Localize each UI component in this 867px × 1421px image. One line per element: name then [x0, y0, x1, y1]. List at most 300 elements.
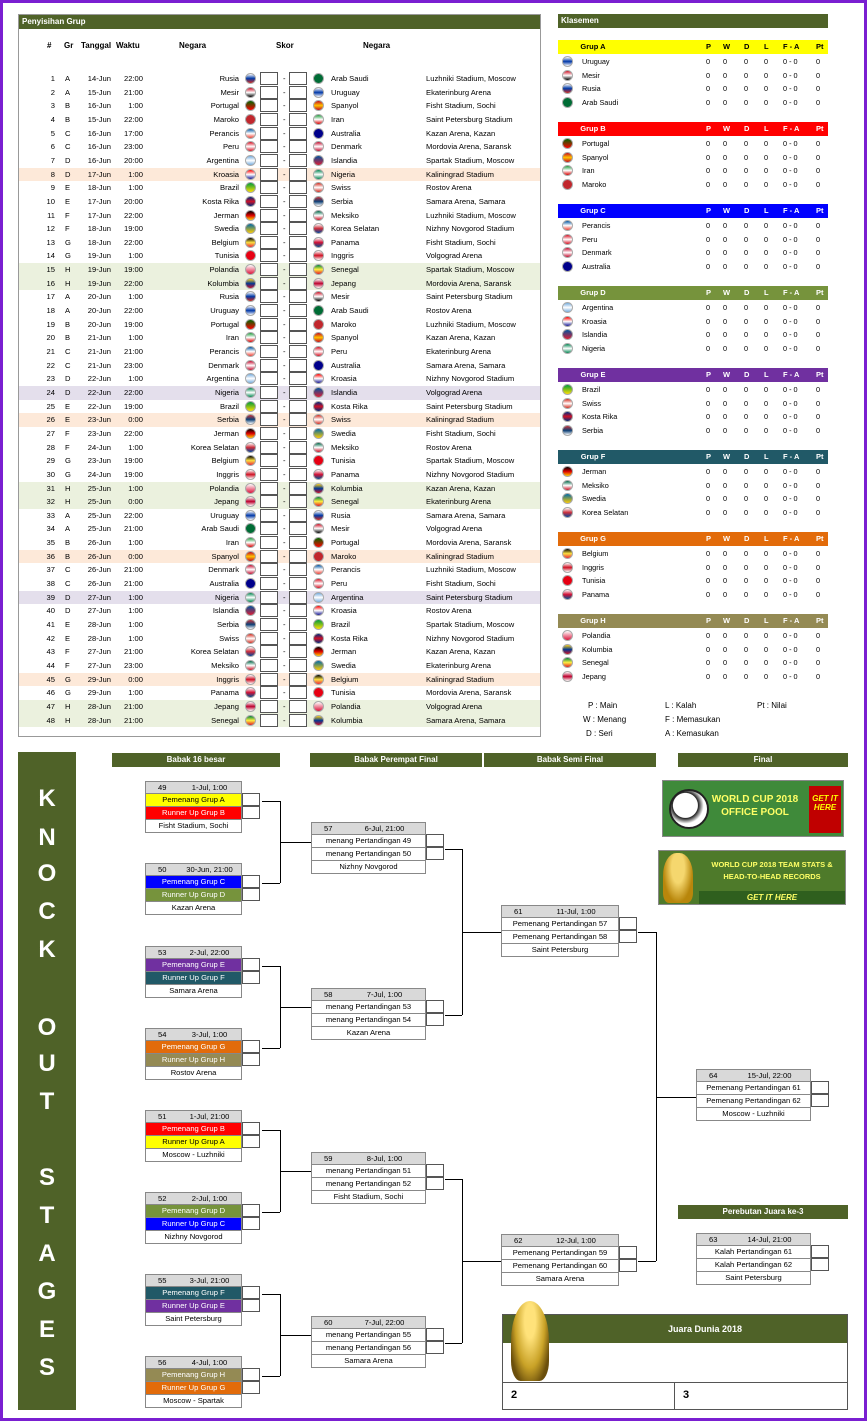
standing-team: Brazil	[582, 385, 601, 394]
match-slot-a[interactable]: menang Pertandingan 53	[311, 1001, 426, 1014]
home-team: Rusia	[219, 292, 239, 302]
score-input[interactable]	[619, 917, 637, 930]
stand-value: 0 - 0	[783, 385, 798, 394]
score-input[interactable]	[242, 1286, 260, 1299]
stand-value: 0	[723, 425, 728, 435]
home-score-input[interactable]	[260, 154, 278, 167]
away-score-input[interactable]	[289, 263, 307, 276]
home-score-input[interactable]	[260, 632, 278, 645]
stand-value: 0	[723, 84, 728, 94]
score-input[interactable]	[811, 1258, 829, 1271]
match-slot-b[interactable]: Runner Up Grup F	[145, 972, 242, 985]
score-input[interactable]	[242, 1368, 260, 1381]
match-slot-b[interactable]: menang Pertandingan 52	[311, 1178, 426, 1191]
standing-row	[558, 246, 828, 260]
score-input[interactable]	[619, 1259, 637, 1272]
match-slot-a[interactable]: menang Pertandingan 49	[311, 835, 426, 848]
home-score-input[interactable]	[260, 591, 278, 604]
score-input[interactable]	[242, 888, 260, 901]
away-flag-icon	[313, 114, 324, 125]
away-team: Australia	[331, 360, 361, 370]
match-header	[696, 1069, 811, 1082]
match-slot-b[interactable]: Runner Up Grup H	[145, 1054, 242, 1067]
away-score-input[interactable]	[289, 536, 307, 549]
home-score-input[interactable]	[260, 386, 278, 399]
venue: Saint Petersburg Stadium	[426, 592, 513, 602]
home-score-input[interactable]	[260, 222, 278, 235]
match-date: 18-Jun	[87, 224, 111, 234]
home-score-input[interactable]	[260, 181, 278, 194]
match-time: 19:00	[123, 456, 143, 466]
away-score-input[interactable]	[289, 427, 307, 440]
score-input[interactable]	[426, 1177, 444, 1190]
team-flag-icon	[562, 220, 573, 231]
home-score-input[interactable]	[260, 113, 278, 126]
match-slot-b[interactable]: Runner Up Grup B	[145, 807, 242, 820]
match-time: 19:00	[123, 224, 143, 234]
home-score-input[interactable]	[260, 522, 278, 535]
match-row	[19, 427, 540, 441]
away-team: Perancis	[331, 565, 361, 575]
match-slot-b[interactable]: Pemenang Pertandingan 60	[501, 1260, 619, 1273]
away-score-input[interactable]	[289, 618, 307, 631]
away-score-input[interactable]	[289, 195, 307, 208]
match-date: 28-Jun	[87, 633, 111, 643]
home-team: Peru	[222, 142, 239, 152]
home-score-input[interactable]	[260, 140, 278, 153]
away-score-input[interactable]	[289, 99, 307, 112]
away-score-input[interactable]	[289, 400, 307, 413]
home-score-input[interactable]	[260, 413, 278, 426]
away-flag-icon	[313, 660, 324, 671]
match-number: 5	[50, 128, 55, 138]
match-time: 0:00	[128, 551, 143, 561]
away-score-input[interactable]	[289, 659, 307, 672]
match-number: 8	[50, 169, 55, 179]
away-score-input[interactable]	[289, 700, 307, 713]
away-score-input[interactable]	[289, 482, 307, 495]
home-score-input[interactable]	[260, 577, 278, 590]
away-flag-icon	[313, 605, 324, 616]
away-score-input[interactable]	[289, 127, 307, 140]
home-score-input[interactable]	[260, 195, 278, 208]
stand-value: 0	[744, 644, 749, 654]
bracket-line	[262, 1048, 280, 1049]
away-score-input[interactable]	[289, 304, 307, 317]
home-score-input[interactable]	[260, 427, 278, 440]
home-score-input[interactable]	[260, 304, 278, 317]
match-date: 26-Jun	[87, 565, 111, 575]
standing-row	[558, 656, 828, 670]
stand-value: 0	[764, 166, 769, 176]
match-group: B	[65, 333, 71, 343]
second-place-cell[interactable]	[503, 1383, 675, 1409]
score-input[interactable]	[426, 834, 444, 847]
match-number: 37	[46, 565, 55, 575]
legend-item: F : Memasukan	[665, 715, 721, 724]
away-team: Kolumbia	[331, 483, 363, 493]
score-separator: -	[283, 701, 286, 711]
stand-value: 0	[706, 316, 711, 326]
away-score-input[interactable]	[289, 632, 307, 645]
away-score-input[interactable]	[289, 714, 307, 727]
home-score-input[interactable]	[260, 482, 278, 495]
score-input[interactable]	[242, 1053, 260, 1066]
match-date: 24-Jun	[87, 469, 111, 479]
match-time: 19:00	[123, 469, 143, 479]
away-score-input[interactable]	[289, 209, 307, 222]
match-number: 12	[46, 224, 55, 234]
away-flag-icon	[313, 291, 324, 302]
away-score-input[interactable]	[289, 495, 307, 508]
venue: Kazan Arena, Kazan	[426, 333, 496, 343]
bracket-line	[280, 1335, 311, 1336]
match-slot-b[interactable]: Pemenang Pertandingan 58	[501, 931, 619, 944]
match-number: 38	[46, 579, 55, 589]
score-input[interactable]	[426, 847, 444, 860]
match-row	[19, 591, 540, 605]
home-score-input[interactable]	[260, 441, 278, 454]
standing-row	[558, 629, 828, 643]
standing-team: Swiss	[582, 398, 602, 408]
home-score-input[interactable]	[260, 700, 278, 713]
score-input[interactable]	[426, 1013, 444, 1026]
home-score-input[interactable]	[260, 249, 278, 262]
home-score-input[interactable]	[260, 318, 278, 331]
away-score-input[interactable]	[289, 249, 307, 262]
team-flag-icon	[562, 411, 573, 422]
home-score-input[interactable]	[260, 263, 278, 276]
home-score-input[interactable]	[260, 86, 278, 99]
home-flag-icon	[245, 250, 256, 261]
match-slot-b[interactable]: Runner Up Grup G	[145, 1382, 242, 1395]
office-pool-cta[interactable]: GET IT HERE	[809, 786, 841, 833]
team-flag-icon	[562, 165, 573, 176]
score-input[interactable]	[242, 1381, 260, 1394]
away-score-input[interactable]	[289, 468, 307, 481]
stand-value: 0	[816, 644, 821, 654]
away-score-input[interactable]	[289, 413, 307, 426]
stand-value: 0	[764, 507, 769, 517]
match-slot-b[interactable]: Runner Up Grup C	[145, 1218, 242, 1231]
team-stats-cta[interactable]: GET IT HERE	[699, 891, 845, 904]
away-team: Korea Selatan	[331, 224, 380, 234]
home-score-input[interactable]	[260, 686, 278, 699]
home-score-input[interactable]	[260, 714, 278, 727]
away-flag-icon	[313, 646, 324, 657]
away-score-input[interactable]	[289, 563, 307, 576]
home-flag-icon	[245, 291, 256, 302]
home-team: Panama	[210, 688, 239, 698]
team-flag-icon	[562, 630, 573, 641]
score-separator: -	[283, 224, 286, 234]
stand-value: 0	[816, 152, 821, 162]
match-time: 22:00	[123, 428, 143, 438]
stand-value: 0	[764, 398, 769, 408]
bracket-line	[638, 932, 656, 933]
match-time: 1:00	[128, 592, 143, 602]
home-score-input[interactable]	[260, 645, 278, 658]
score-input[interactable]	[242, 806, 260, 819]
away-score-input[interactable]	[289, 550, 307, 563]
match-group: C	[65, 142, 71, 152]
stand-value: 0	[706, 179, 711, 189]
score-input[interactable]	[242, 1122, 260, 1135]
stand-value: 0	[764, 385, 769, 394]
score-separator: -	[283, 142, 286, 152]
match-slot-a[interactable]: Pemenang Grup F	[145, 1287, 242, 1300]
home-score-input[interactable]	[260, 604, 278, 617]
home-score-input[interactable]	[260, 277, 278, 290]
match-slot-b[interactable]: menang Pertandingan 50	[311, 848, 426, 861]
match-header	[145, 1192, 242, 1205]
stand-value: 0	[764, 248, 769, 258]
match-time: 1:00	[128, 374, 143, 384]
score-input[interactable]	[242, 1299, 260, 1312]
home-team: Australia	[209, 579, 239, 589]
home-score-input[interactable]	[260, 400, 278, 413]
match-date: 20-Jun	[87, 319, 111, 329]
stand-value: 0	[764, 562, 769, 572]
score-input[interactable]	[242, 1135, 260, 1148]
group-stage-title: Penyisihan Grup	[19, 15, 540, 29]
stand-col-header: Pt	[816, 124, 824, 133]
match-slot-b[interactable]: Runner Up Grup A	[145, 1136, 242, 1149]
home-flag-icon	[245, 496, 256, 507]
match-time: 23:00	[123, 142, 143, 152]
away-score-input[interactable]	[289, 72, 307, 85]
home-score-input[interactable]	[260, 345, 278, 358]
away-team: Swedia	[331, 428, 356, 438]
score-input[interactable]	[242, 958, 260, 971]
away-score-input[interactable]	[289, 345, 307, 358]
team-flag-icon	[562, 589, 573, 600]
standing-team: Tunisia	[582, 576, 606, 586]
score-input[interactable]	[242, 793, 260, 806]
stand-col-header: P	[706, 288, 712, 297]
stand-value: 0	[764, 221, 769, 230]
score-input[interactable]	[619, 930, 637, 943]
match-slot-a[interactable]: Pemenang Grup H	[145, 1369, 242, 1382]
bracket-line	[462, 932, 501, 933]
champion-winner-cell[interactable]	[503, 1343, 847, 1383]
match-row	[19, 577, 540, 591]
standing-team: Nigeria	[582, 343, 606, 353]
standing-team: Rusia	[582, 84, 601, 94]
score-input[interactable]	[242, 1217, 260, 1230]
score-input[interactable]	[426, 1341, 444, 1354]
legend-value: Nilai	[771, 701, 787, 710]
home-team: Swedia	[214, 224, 239, 234]
match-slot-b[interactable]: Pemenang Pertandingan 62	[696, 1095, 811, 1108]
score-input[interactable]	[242, 1204, 260, 1217]
match-slot-a[interactable]: Pemenang Pertandingan 61	[696, 1082, 811, 1095]
match-venue: Saint Petersburg	[696, 1272, 811, 1285]
away-score-input[interactable]	[289, 441, 307, 454]
away-score-input[interactable]	[289, 181, 307, 194]
away-score-input[interactable]	[289, 168, 307, 181]
stand-col-header: D	[744, 288, 750, 297]
away-score-input[interactable]	[289, 522, 307, 535]
knockout-letter: U	[38, 1050, 56, 1077]
home-score-input[interactable]	[260, 372, 278, 385]
away-score-input[interactable]	[289, 277, 307, 290]
home-score-input[interactable]	[260, 550, 278, 563]
away-team: Arab Saudi	[331, 74, 369, 83]
match-number: 29	[46, 456, 55, 466]
match-header	[145, 1110, 242, 1123]
third-place-cell[interactable]	[675, 1383, 847, 1409]
stand-value: 0	[816, 480, 821, 490]
match-slot-b[interactable]: menang Pertandingan 54	[311, 1014, 426, 1027]
home-score-input[interactable]	[260, 331, 278, 344]
home-score-input[interactable]	[260, 618, 278, 631]
away-score-input[interactable]	[289, 645, 307, 658]
away-score-input[interactable]	[289, 454, 307, 467]
away-score-input[interactable]	[289, 577, 307, 590]
home-score-input[interactable]	[260, 99, 278, 112]
match-slot-b[interactable]: Runner Up Grup E	[145, 1300, 242, 1313]
away-score-input[interactable]	[289, 604, 307, 617]
standing-row	[558, 96, 828, 110]
away-score-input[interactable]	[289, 591, 307, 604]
away-team: Islandia	[331, 155, 358, 165]
match-slot-a[interactable]: Pemenang Pertandingan 59	[501, 1247, 619, 1260]
match-row	[19, 673, 540, 687]
match-number: 1	[50, 74, 55, 83]
match-slot-a[interactable]: Pemenang Grup G	[145, 1041, 242, 1054]
away-flag-icon	[313, 701, 324, 712]
home-score-input[interactable]	[260, 290, 278, 303]
away-score-input[interactable]	[289, 86, 307, 99]
away-score-input[interactable]	[289, 113, 307, 126]
away-score-input[interactable]	[289, 154, 307, 167]
match-number: 28	[46, 442, 55, 452]
match-slot-a[interactable]: Pemenang Grup C	[145, 876, 242, 889]
team-stats-banner[interactable]	[658, 850, 846, 905]
score-input[interactable]	[242, 875, 260, 888]
away-score-input[interactable]	[289, 372, 307, 385]
stand-value: 0	[723, 234, 728, 244]
round-header-final: Final	[678, 753, 848, 767]
home-score-input[interactable]	[260, 454, 278, 467]
match-datetime: 3-Jul, 21:00	[189, 1276, 230, 1285]
match-id: 58	[324, 990, 333, 999]
group-name: Grup G	[558, 532, 628, 546]
score-input[interactable]	[811, 1094, 829, 1107]
match-date: 16-Jun	[87, 128, 111, 138]
match-slot-a[interactable]: Pemenang Grup D	[145, 1205, 242, 1218]
score-input[interactable]	[811, 1081, 829, 1094]
legend-key: F	[665, 715, 670, 724]
stand-value: 0	[744, 84, 749, 94]
match-slot-a[interactable]: Pemenang Grup A	[145, 794, 242, 807]
home-score-input[interactable]	[260, 168, 278, 181]
home-score-input[interactable]	[260, 536, 278, 549]
match-time: 1:00	[128, 292, 143, 302]
home-score-input[interactable]	[260, 359, 278, 372]
team-flag-icon	[562, 644, 573, 655]
match-venue: Kazan Arena	[145, 902, 242, 915]
away-flag-icon	[313, 87, 324, 98]
score-input[interactable]	[242, 1040, 260, 1053]
venue: Mordovia Arena, Saransk	[426, 278, 512, 288]
score-input[interactable]	[426, 1328, 444, 1341]
match-slot-a[interactable]: menang Pertandingan 55	[311, 1329, 426, 1342]
match-time: 19:00	[123, 265, 143, 275]
match-row	[19, 99, 540, 113]
score-input[interactable]	[811, 1245, 829, 1258]
home-score-input[interactable]	[260, 673, 278, 686]
stand-value: 0 - 0	[783, 658, 798, 668]
away-team: Peru	[331, 347, 348, 356]
home-score-input[interactable]	[260, 127, 278, 140]
score-input[interactable]	[619, 1246, 637, 1259]
match-slot-a[interactable]: Pemenang Pertandingan 57	[501, 918, 619, 931]
home-team: Kroasia	[213, 169, 239, 179]
away-score-input[interactable]	[289, 673, 307, 686]
away-score-input[interactable]	[289, 686, 307, 699]
away-score-input[interactable]	[289, 140, 307, 153]
match-slot-a[interactable]: Pemenang Grup B	[145, 1123, 242, 1136]
match-row	[19, 72, 540, 86]
match-slot-b[interactable]: menang Pertandingan 56	[311, 1342, 426, 1355]
away-score-input[interactable]	[289, 236, 307, 249]
match-number: 35	[46, 538, 55, 548]
office-pool-banner[interactable]	[662, 780, 844, 837]
standing-team: Iran	[582, 166, 595, 176]
away-score-input[interactable]	[289, 222, 307, 235]
score-input[interactable]	[426, 1164, 444, 1177]
home-score-input[interactable]	[260, 72, 278, 85]
stand-value: 0	[816, 221, 821, 230]
away-score-input[interactable]	[289, 290, 307, 303]
knockout-letter: S	[38, 1164, 55, 1191]
home-score-input[interactable]	[260, 495, 278, 508]
match-time: 1:00	[128, 442, 143, 452]
away-score-input[interactable]	[289, 359, 307, 372]
home-score-input[interactable]	[260, 659, 278, 672]
match-slot-b[interactable]: Kalah Pertandingan 62	[696, 1259, 811, 1272]
away-score-input[interactable]	[289, 386, 307, 399]
home-score-input[interactable]	[260, 209, 278, 222]
away-score-input[interactable]	[289, 331, 307, 344]
match-group: B	[65, 101, 71, 111]
match-slot-a[interactable]: menang Pertandingan 51	[311, 1165, 426, 1178]
match-slot-a[interactable]: Kalah Pertandingan 61	[696, 1246, 811, 1259]
match-slot-b[interactable]: Runner Up Grup D	[145, 889, 242, 902]
match-time: 21:00	[123, 87, 143, 97]
away-score-input[interactable]	[289, 318, 307, 331]
stand-value: 0 - 0	[783, 70, 798, 80]
home-flag-icon	[245, 114, 256, 125]
match-row	[19, 632, 540, 646]
home-score-input[interactable]	[260, 236, 278, 249]
match-time: 21:00	[123, 715, 143, 725]
home-flag-icon	[245, 401, 256, 412]
match-slot-a[interactable]: Pemenang Grup E	[145, 959, 242, 972]
score-input[interactable]	[242, 971, 260, 984]
home-score-input[interactable]	[260, 468, 278, 481]
match-time: 22:00	[123, 306, 143, 316]
stand-value: 0	[706, 507, 711, 517]
score-input[interactable]	[426, 1000, 444, 1013]
home-score-input[interactable]	[260, 563, 278, 576]
away-team: Islandia	[331, 387, 358, 397]
away-score-input[interactable]	[289, 509, 307, 522]
match-date: 18-Jun	[87, 237, 111, 247]
home-score-input[interactable]	[260, 509, 278, 522]
